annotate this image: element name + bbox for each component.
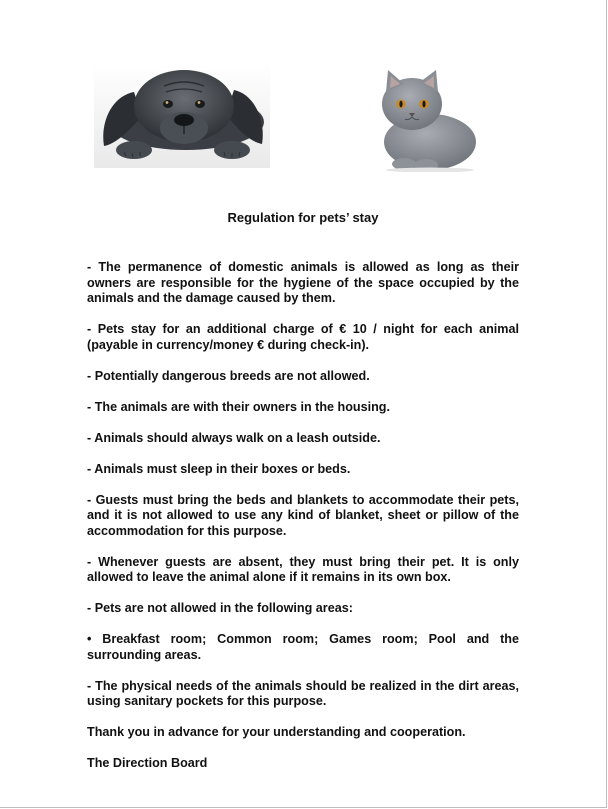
rule-item: - Animals must sleep in their boxes or beds. [87, 461, 351, 476]
rule-item: - Animals should always walk on a leash outside. [87, 430, 381, 445]
rule-item: • Breakfast room; Common room; Games room; Pool and the surrounding areas. [87, 632, 519, 662]
thanks-text: Thank you in advance for your understanding and cooperation. [87, 725, 466, 739]
document-title: Regulation for pets’ stay [227, 210, 379, 225]
rule-item: - Whenever guests are absent, they must bring their pet. It is only allowed to leave the animal alone if it remains in its own box. [87, 554, 519, 584]
cat-photo [368, 68, 484, 172]
rule-item: - Pets stay for an additional charge of € 10 / night for each animal (payable in currency/money € during check-in). [87, 322, 519, 352]
rule-item: - Potentially dangerous breeds are not allowed. [87, 368, 370, 383]
rule-item: - Pets are not allowed in the following areas: [87, 601, 353, 615]
signature-text: The Direction Board [87, 756, 208, 770]
rule-item: - The physical needs of the animals should be realized in the dirt areas, using sanitary pockets for this purpose. [87, 678, 519, 708]
rule-item: - The animals are with their owners in the housing. [87, 399, 390, 414]
rule-item: - Guests must bring the beds and blankets to accommodate their pets, and it is not allowed to use any kind of blanket, sheet or pillow of the accommodation for this purpose. [87, 492, 519, 538]
dog-photo [94, 64, 270, 168]
rules-list [87, 260, 519, 787]
rule-item: - The permanence of domestic animals is allowed as long as their owners are responsible for the hygiene of the space occupied by the animals and the damage caused by them. [87, 260, 519, 305]
